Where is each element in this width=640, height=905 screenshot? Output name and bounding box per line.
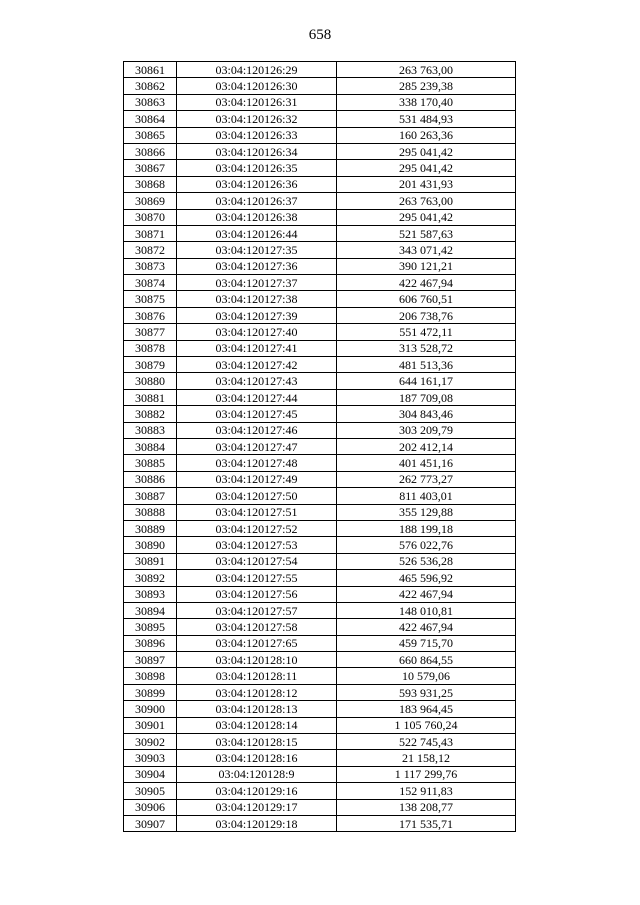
cadastral-value-cell: 338 170,40 [337,94,516,110]
row-number-cell: 30879 [124,357,177,373]
cadastral-value-cell: 576 022,76 [337,537,516,553]
table-row [124,455,516,471]
table-row [124,783,516,799]
row-number-cell: 30901 [124,717,177,733]
table-row [124,324,516,340]
cadastral-number-cell: 03:04:120127:49 [177,471,337,487]
table-row [124,357,516,373]
row-number-cell: 30873 [124,258,177,274]
row-number-cell: 30885 [124,455,177,471]
row-number-cell: 30874 [124,275,177,291]
cadastral-number-cell: 03:04:120126:34 [177,143,337,159]
row-number-cell: 30897 [124,652,177,668]
table-row [124,373,516,389]
cadastral-value-cell: 551 472,11 [337,324,516,340]
table-row [124,258,516,274]
cadastral-value-cell: 526 536,28 [337,553,516,569]
row-number-cell: 30907 [124,815,177,831]
cadastral-value-cell: 303 209,79 [337,422,516,438]
cadastral-value-cell: 811 403,01 [337,488,516,504]
page-number: 658 [308,27,332,43]
table-row [124,652,516,668]
row-number-cell: 30863 [124,94,177,110]
cadastral-value-cell: 481 513,36 [337,357,516,373]
table-row [124,160,516,176]
table-row [124,209,516,225]
cadastral-value-cell: 1 117 299,76 [337,766,516,782]
cadastral-value-cell: 295 041,42 [337,143,516,159]
row-number-cell: 30896 [124,635,177,651]
cadastral-number-cell: 03:04:120127:39 [177,307,337,323]
table-row [124,635,516,651]
cadastral-number-cell: 03:04:120126:30 [177,78,337,94]
cadastral-value-cell: 593 931,25 [337,684,516,700]
cadastral-number-cell: 03:04:120128:11 [177,668,337,684]
table-row [124,127,516,143]
row-number-cell: 30903 [124,750,177,766]
row-number-cell: 30868 [124,176,177,192]
table-row [124,553,516,569]
cadastral-number-cell: 03:04:120127:44 [177,389,337,405]
row-number-cell: 30884 [124,438,177,454]
table-row [124,389,516,405]
cadastral-value-cell: 295 041,42 [337,160,516,176]
cadastral-number-cell: 03:04:120128:12 [177,684,337,700]
cadastral-value-cell: 422 467,94 [337,586,516,602]
row-number-cell: 30872 [124,242,177,258]
cadastral-value-cell: 188 199,18 [337,520,516,536]
cadastral-value-cell: 644 161,17 [337,373,516,389]
table-row [124,537,516,553]
table-row [124,684,516,700]
cadastral-value-cell: 171 535,71 [337,815,516,831]
cadastral-value-cell: 531 484,93 [337,111,516,127]
cadastral-number-cell: 03:04:120128:13 [177,701,337,717]
cadastral-number-cell: 03:04:120127:51 [177,504,337,520]
table-body [124,62,516,832]
row-number-cell: 30862 [124,78,177,94]
row-number-cell: 30898 [124,668,177,684]
cadastral-value-cell: 422 467,94 [337,619,516,635]
row-number-cell: 30866 [124,143,177,159]
cadastral-number-cell: 03:04:120126:36 [177,176,337,192]
table-row [124,471,516,487]
cadastral-number-cell: 03:04:120129:16 [177,783,337,799]
cadastral-value-cell: 1 105 760,24 [337,717,516,733]
table-row [124,225,516,241]
cadastral-value-cell: 343 071,42 [337,242,516,258]
row-number-cell: 30892 [124,570,177,586]
table-row [124,275,516,291]
cadastral-value-cell: 263 763,00 [337,62,516,78]
cadastral-number-cell: 03:04:120126:31 [177,94,337,110]
table-row [124,799,516,815]
table-row [124,422,516,438]
table-row [124,438,516,454]
table-row [124,602,516,618]
cadastral-value-cell: 521 587,63 [337,225,516,241]
table-row [124,504,516,520]
table-row [124,340,516,356]
cadastral-value-cell: 160 263,36 [337,127,516,143]
cadastral-value-cell: 202 412,14 [337,438,516,454]
table-row [124,78,516,94]
row-number-cell: 30891 [124,553,177,569]
table-row [124,766,516,782]
row-number-cell: 30893 [124,586,177,602]
row-number-cell: 30865 [124,127,177,143]
table-row [124,242,516,258]
cadastral-value-cell: 263 763,00 [337,193,516,209]
row-number-cell: 30894 [124,602,177,618]
row-number-cell: 30887 [124,488,177,504]
row-number-cell: 30867 [124,160,177,176]
cadastral-value-cell: 401 451,16 [337,455,516,471]
cadastral-number-cell: 03:04:120127:41 [177,340,337,356]
cadastral-value-cell: 21 158,12 [337,750,516,766]
cadastral-number-cell: 03:04:120129:18 [177,815,337,831]
cadastral-number-cell: 03:04:120127:47 [177,438,337,454]
table-row [124,619,516,635]
cadastral-number-cell: 03:04:120127:45 [177,406,337,422]
table-row [124,815,516,831]
cadastral-value-cell: 187 709,08 [337,389,516,405]
cadastral-value-cell: 522 745,43 [337,734,516,750]
cadastral-number-cell: 03:04:120128:14 [177,717,337,733]
cadastral-number-cell: 03:04:120127:42 [177,357,337,373]
table-row [124,111,516,127]
table-row [124,406,516,422]
cadastral-number-cell: 03:04:120126:38 [177,209,337,225]
cadastral-number-cell: 03:04:120127:50 [177,488,337,504]
row-number-cell: 30905 [124,783,177,799]
cadastral-number-cell: 03:04:120127:56 [177,586,337,602]
cadastral-value-cell: 262 773,27 [337,471,516,487]
cadastral-number-cell: 03:04:120128:16 [177,750,337,766]
row-number-cell: 30875 [124,291,177,307]
row-number-cell: 30904 [124,766,177,782]
cadastral-value-cell: 285 239,38 [337,78,516,94]
table-row [124,701,516,717]
row-number-cell: 30877 [124,324,177,340]
cadastral-value-cell: 422 467,94 [337,275,516,291]
row-number-cell: 30882 [124,406,177,422]
cadastral-value-cell: 138 208,77 [337,799,516,815]
cadastral-value-cell: 459 715,70 [337,635,516,651]
row-number-cell: 30869 [124,193,177,209]
cadastral-value-cell: 355 129,88 [337,504,516,520]
row-number-cell: 30889 [124,520,177,536]
cadastral-value-cell: 148 010,81 [337,602,516,618]
table-row [124,734,516,750]
row-number-cell: 30902 [124,734,177,750]
cadastral-number-cell: 03:04:120126:44 [177,225,337,241]
table-row [124,94,516,110]
cadastral-number-cell: 03:04:120127:58 [177,619,337,635]
cadastral-number-cell: 03:04:120126:35 [177,160,337,176]
cadastral-value-cell: 606 760,51 [337,291,516,307]
table-row [124,307,516,323]
row-number-cell: 30906 [124,799,177,815]
row-number-cell: 30864 [124,111,177,127]
row-number-cell: 30861 [124,62,177,78]
cadastral-value-cell: 206 738,76 [337,307,516,323]
cadastral-number-cell: 03:04:120127:54 [177,553,337,569]
cadastral-number-cell: 03:04:120127:57 [177,602,337,618]
cadastral-number-cell: 03:04:120127:53 [177,537,337,553]
cadastral-value-table [123,61,516,832]
cadastral-number-cell: 03:04:120127:48 [177,455,337,471]
row-number-cell: 30890 [124,537,177,553]
cadastral-value-cell: 660 864,55 [337,652,516,668]
table-row [124,668,516,684]
cadastral-number-cell: 03:04:120128:9 [177,766,337,782]
table-row [124,62,516,78]
cadastral-number-cell: 03:04:120126:29 [177,62,337,78]
cadastral-value-cell: 10 579,06 [337,668,516,684]
cadastral-number-cell: 03:04:120126:32 [177,111,337,127]
cadastral-number-cell: 03:04:120127:36 [177,258,337,274]
row-number-cell: 30888 [124,504,177,520]
cadastral-number-cell: 03:04:120127:38 [177,291,337,307]
cadastral-value-cell: 152 911,83 [337,783,516,799]
cadastral-number-cell: 03:04:120129:17 [177,799,337,815]
row-number-cell: 30886 [124,471,177,487]
row-number-cell: 30878 [124,340,177,356]
row-number-cell: 30870 [124,209,177,225]
cadastral-number-cell: 03:04:120127:55 [177,570,337,586]
cadastral-number-cell: 03:04:120126:37 [177,193,337,209]
table-row [124,717,516,733]
table-row [124,520,516,536]
cadastral-number-cell: 03:04:120127:43 [177,373,337,389]
cadastral-value-cell: 313 528,72 [337,340,516,356]
table-row [124,488,516,504]
cadastral-value-cell: 201 431,93 [337,176,516,192]
row-number-cell: 30900 [124,701,177,717]
cadastral-number-cell: 03:04:120127:40 [177,324,337,340]
cadastral-value-cell: 390 121,21 [337,258,516,274]
cadastral-number-cell: 03:04:120126:33 [177,127,337,143]
table-row [124,291,516,307]
row-number-cell: 30881 [124,389,177,405]
cadastral-number-cell: 03:04:120127:46 [177,422,337,438]
row-number-cell: 30871 [124,225,177,241]
row-number-cell: 30876 [124,307,177,323]
cadastral-value-cell: 295 041,42 [337,209,516,225]
table-row [124,586,516,602]
cadastral-value-cell: 183 964,45 [337,701,516,717]
cadastral-number-cell: 03:04:120128:10 [177,652,337,668]
cadastral-value-cell: 304 843,46 [337,406,516,422]
row-number-cell: 30883 [124,422,177,438]
table-row [124,750,516,766]
row-number-cell: 30899 [124,684,177,700]
cadastral-number-cell: 03:04:120127:37 [177,275,337,291]
table-row [124,143,516,159]
cadastral-value-cell: 465 596,92 [337,570,516,586]
cadastral-number-cell: 03:04:120128:15 [177,734,337,750]
cadastral-number-cell: 03:04:120127:65 [177,635,337,651]
cadastral-number-cell: 03:04:120127:52 [177,520,337,536]
row-number-cell: 30895 [124,619,177,635]
table-row [124,193,516,209]
table-row [124,570,516,586]
cadastral-number-cell: 03:04:120127:35 [177,242,337,258]
table-row [124,176,516,192]
row-number-cell: 30880 [124,373,177,389]
